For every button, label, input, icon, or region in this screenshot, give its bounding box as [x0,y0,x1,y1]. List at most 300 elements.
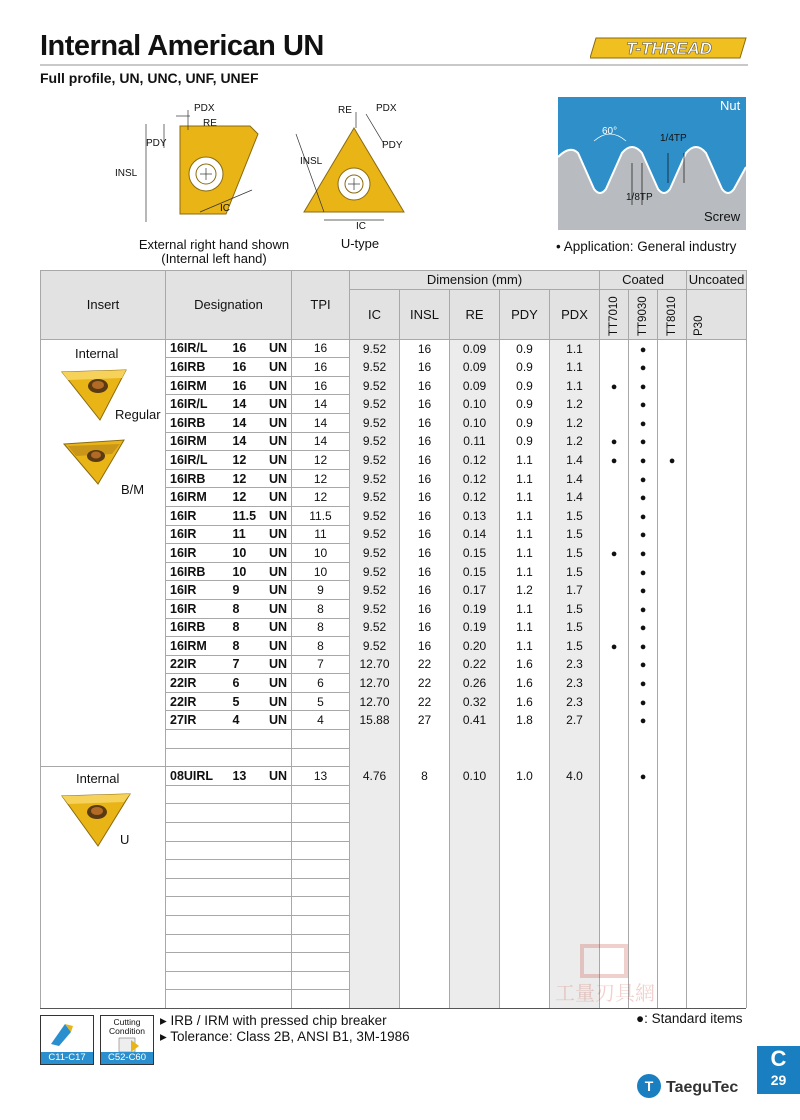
tpi-cell [292,990,350,1009]
u-label-pdx: PDX [376,103,397,114]
grade-cell [687,376,747,395]
designation-d2: 11.5 [232,508,257,523]
grade-cell [600,581,629,600]
note-tolerance: ▸ Tolerance: Class 2B, ANSI B1, 3M-1986 [160,1029,410,1044]
group1-bm-label: B/M [121,482,145,497]
grade-cell [600,562,629,581]
designation-d3: UN [268,397,287,412]
grade-cell [687,711,747,730]
grade-cell [687,413,747,432]
fig-label-insl: INSL [115,168,138,179]
standard-item-dot: ● [639,603,647,616]
insl-cell: 16 [400,339,450,358]
pdy-cell: 1.2 [500,581,550,600]
pdx-cell [550,897,600,916]
designation-d1: 16IRM [170,378,207,393]
pdy-cell [500,860,550,879]
tpi-cell: 16 [292,339,350,358]
insl-cell: 16 [400,432,450,451]
designation-d1: 16IR [170,583,197,598]
designation-d2: 12 [232,490,247,505]
ic-cell: 9.52 [350,451,400,470]
standard-item-dot: ● [639,678,647,691]
ic-cell [350,953,400,972]
header-ic: IC [350,289,400,339]
ic-cell: 9.52 [350,618,400,637]
ic-cell: 9.52 [350,358,400,377]
tpi-cell: 14 [292,432,350,451]
designation-d2: 6 [232,676,240,691]
grade-cell [658,525,687,544]
designation-d1: 16IRB [170,415,206,430]
grade-cell [658,339,687,358]
fig-label-pdx: PDX [194,103,215,114]
pdx-cell: 1.5 [550,618,600,637]
pdx-cell: 2.3 [550,692,600,711]
section-tab [757,1046,800,1094]
grade-cell [629,841,658,860]
grade-cell [629,823,658,842]
tpi-cell [292,953,350,972]
insl-cell: 16 [400,581,450,600]
grade-cell [687,990,747,1009]
grade-cell [687,618,747,637]
re-cell [450,971,500,990]
designation-d2: 16 [232,359,247,374]
header-tpi: TPI [292,271,350,340]
re-cell: 0.12 [450,451,500,470]
insl-cell: 16 [400,469,450,488]
grade-cell [687,469,747,488]
header-grade-p30 [687,289,747,339]
pdx-cell [550,916,600,935]
ic-cell [350,785,400,804]
pdy-cell [500,748,550,767]
designation-cell [166,618,292,637]
grade-cell [629,767,658,786]
grade-cell [629,897,658,916]
grade-cell [687,785,747,804]
ic-cell: 9.52 [350,469,400,488]
grade-cell [687,581,747,600]
designation-d1: 16IRB [170,359,206,374]
pdx-cell: 1.5 [550,599,600,618]
ic-cell: 9.52 [350,544,400,563]
grade-cell [629,432,658,451]
grade-cell [600,618,629,637]
pdy-cell: 1.1 [500,525,550,544]
insl-cell [400,953,450,972]
designation-d3: UN [268,694,287,709]
designation-d3: UN [268,527,287,542]
re-cell: 0.22 [450,655,500,674]
re-cell: 0.10 [450,413,500,432]
pdx-cell [550,841,600,860]
grade-cell [687,599,747,618]
designation-d2: 16 [232,341,247,356]
designation-cell [166,525,292,544]
re-cell [450,990,500,1009]
insl-cell: 27 [400,711,450,730]
ref-box-insert[interactable] [40,1015,94,1065]
designation-cell [166,860,292,879]
standard-item-dot: ● [610,454,618,467]
designation-cell [166,804,292,823]
tpi-cell [292,841,350,860]
re-cell: 0.10 [450,395,500,414]
designation-d2: 9 [232,583,240,598]
tpi-cell [292,916,350,935]
tpi-cell [292,730,350,749]
standard-item-dot: ● [639,715,647,728]
grade-cell [629,655,658,674]
table-row [41,767,747,786]
designation-cell [166,711,292,730]
grade-cell [687,358,747,377]
pdx-cell [550,878,600,897]
insl-cell [400,934,450,953]
insl-cell [400,823,450,842]
grade-cell [687,860,747,879]
grade-cell [687,897,747,916]
designation-cell [166,432,292,451]
tpi-cell: 8 [292,599,350,618]
tpi-cell [292,860,350,879]
grade-cell [658,860,687,879]
tpi-cell [292,785,350,804]
t-thread-logo [590,36,748,60]
designation-d1: 16IR [170,601,197,616]
grade-cell [629,711,658,730]
pdx-cell [550,823,600,842]
ic-cell [350,730,400,749]
designation-d3: UN [268,620,287,635]
tpi-cell: 13 [292,767,350,786]
standard-item-dot: ● [610,436,618,449]
grade-cell [600,413,629,432]
standard-item-dot: ● [610,640,618,653]
grade-cell [600,916,629,935]
grade-cell [600,525,629,544]
pdx-cell: 4.0 [550,767,600,786]
screw-label: Screw [704,209,741,224]
grade-cell [687,748,747,767]
grade-cell [629,692,658,711]
tpi-cell: 14 [292,413,350,432]
designation-d3: UN [268,378,287,393]
designation-d1: 16IRB [170,471,206,486]
ic-cell [350,860,400,879]
standard-item-dot: ● [639,659,647,672]
grade-cell [658,469,687,488]
designation-d1: 22IR [170,694,197,709]
pdx-cell: 1.1 [550,358,600,377]
designation-d2: 12 [232,471,247,486]
designation-d3: UN [268,713,287,728]
grade-cell [658,451,687,470]
grade-cell [687,339,747,358]
grade-cell [629,506,658,525]
designation-d2: 5 [232,694,240,709]
standard-item-dot: ● [639,640,647,653]
grade-cell [658,506,687,525]
grade-cell [600,358,629,377]
tpi-cell: 5 [292,692,350,711]
grade-cell [600,395,629,414]
grade-cell [600,655,629,674]
grade-cell [658,618,687,637]
re-cell [450,878,500,897]
tpi-cell: 8 [292,618,350,637]
pdy-cell: 1.1 [500,618,550,637]
insl-cell [400,841,450,860]
pdy-cell: 1.1 [500,506,550,525]
ic-cell [350,823,400,842]
grade-cell [658,823,687,842]
grade-cell [687,525,747,544]
grade-cell [600,506,629,525]
designation-d1: 16IRB [170,564,206,579]
page-title: Internal American UN [40,30,324,62]
designation-d3: UN [268,452,287,467]
insl-cell: 16 [400,618,450,637]
re-cell: 0.26 [450,674,500,693]
pdx-cell: 2.3 [550,655,600,674]
watermark-text: 工量刃具網 [555,981,655,1005]
ic-cell [350,990,400,1009]
grade-cell [658,637,687,656]
header-uncoated: Uncoated [687,271,747,290]
designation-cell [166,599,292,618]
tpi-cell: 4 [292,711,350,730]
grade-tt8010-label: TT8010 [666,295,679,336]
pdy-cell [500,878,550,897]
grade-cell [658,376,687,395]
grade-cell [658,488,687,507]
designation-cell [166,878,292,897]
designation-cell [166,488,292,507]
fig-label-re: RE [203,118,217,129]
designation-d3: UN [268,490,287,505]
grade-cell [600,767,629,786]
insl-cell [400,748,450,767]
grade-cell [600,860,629,879]
insl-cell: 16 [400,358,450,377]
bm-insert-icon [62,436,128,486]
grade-cell [600,488,629,507]
header-grade-tt8010 [658,289,687,339]
ic-cell: 12.70 [350,692,400,711]
grade-cell [658,748,687,767]
designation-d2: 14 [232,397,247,412]
grade-cell [687,953,747,972]
grade-cell [629,860,658,879]
grade-cell [629,544,658,563]
ic-cell [350,971,400,990]
standard-item-dot: ● [639,529,647,542]
insl-cell [400,785,450,804]
ic-cell: 15.88 [350,711,400,730]
grade-cell [629,376,658,395]
pdx-cell: 1.4 [550,488,600,507]
grade-cell [687,637,747,656]
designation-cell [166,730,292,749]
designation-d2: 4 [232,713,240,728]
pdy-cell: 0.9 [500,339,550,358]
pdx-cell [550,730,600,749]
pdy-cell: 1.1 [500,488,550,507]
designation-d1: 08UIRL [170,769,214,784]
insl-cell: 16 [400,599,450,618]
designation-cell [166,897,292,916]
insl-cell: 22 [400,655,450,674]
re-cell: 0.32 [450,692,500,711]
designation-d1: 22IR [170,657,197,672]
designation-d3: UN [268,545,287,560]
standard-item-dot: ● [639,585,647,598]
standard-item-dot: ● [639,566,647,579]
grade-cell [600,674,629,693]
insl-cell: 16 [400,637,450,656]
grade-cell [600,599,629,618]
ic-cell [350,804,400,823]
standard-item-dot: ● [639,492,647,505]
tpi-cell: 8 [292,637,350,656]
grade-cell [687,451,747,470]
grade-cell [629,451,658,470]
pdx-cell: 1.7 [550,581,600,600]
re-cell: 0.14 [450,525,500,544]
grade-cell [658,730,687,749]
pdx-cell [550,748,600,767]
header-grade-tt7010 [600,289,629,339]
designation-d3: UN [268,359,287,374]
group1-internal-label: Internal [75,346,119,361]
pdy-cell [500,823,550,842]
standard-items-legend: ●: Standard items [636,1011,743,1026]
insl-cell [400,730,450,749]
designation-cell [166,339,292,358]
standard-item-dot: ● [668,454,676,467]
re-cell: 0.41 [450,711,500,730]
designation-d3: UN [268,415,287,430]
grade-tt7010-label: TT7010 [608,295,621,336]
header-grade-tt9030 [629,289,658,339]
grade-cell [687,823,747,842]
grade-cell [658,692,687,711]
insl-cell [400,804,450,823]
designation-d2: 7 [232,657,240,672]
designation-cell [166,413,292,432]
tpi-cell [292,823,350,842]
designation-cell [166,748,292,767]
ic-cell: 9.52 [350,432,400,451]
designation-d3: UN [268,508,287,523]
ic-cell: 12.70 [350,674,400,693]
grade-cell [687,767,747,786]
grade-cell [658,785,687,804]
tpi-cell [292,934,350,953]
grade-cell [600,878,629,897]
designation-d1: 16IRM [170,490,207,505]
grade-cell [629,618,658,637]
designation-cell [166,562,292,581]
grade-cell [629,562,658,581]
re-cell: 0.20 [450,637,500,656]
designation-cell [166,506,292,525]
pdy-cell: 0.9 [500,432,550,451]
grade-cell [600,897,629,916]
footer-notes [160,1013,410,1045]
grade-cell [600,711,629,730]
pdy-cell: 1.8 [500,711,550,730]
pdx-cell: 1.4 [550,469,600,488]
grade-cell [629,525,658,544]
ref2-tag: C52-C60 [101,1052,153,1064]
thread-spec-table [40,270,747,1009]
re-cell [450,841,500,860]
standard-item-dot: ● [639,380,647,393]
re-cell: 0.09 [450,358,500,377]
grade-cell [687,562,747,581]
re-cell [450,916,500,935]
grade-cell [687,971,747,990]
u-label-ic: IC [356,221,366,232]
designation-d3: UN [268,657,287,672]
grade-cell [629,339,658,358]
designation-cell [166,916,292,935]
standard-item-dot: ● [639,510,647,523]
grade-cell [629,637,658,656]
grade-cell [600,432,629,451]
designation-d2: 8 [232,601,240,616]
pdy-cell [500,916,550,935]
designation-d2: 14 [232,415,247,430]
standard-item-dot: ● [639,547,647,560]
pdy-cell [500,897,550,916]
quarter-tp-label: 1/4TP [660,133,687,144]
grade-cell [687,488,747,507]
pdy-cell: 0.9 [500,395,550,414]
tpi-cell [292,971,350,990]
tpi-cell: 9 [292,581,350,600]
standard-item-dot: ● [639,473,647,486]
grade-cell [629,878,658,897]
tpi-cell: 7 [292,655,350,674]
grade-cell [629,358,658,377]
designation-cell [166,841,292,860]
ref-box-cutting-condition[interactable] [100,1015,154,1065]
fig-label-pdy: PDY [146,138,167,149]
grade-cell [600,804,629,823]
ic-cell: 9.52 [350,395,400,414]
grade-cell [629,395,658,414]
grade-cell [658,767,687,786]
re-cell [450,860,500,879]
grade-cell [687,395,747,414]
grade-cell [658,804,687,823]
grade-cell [658,655,687,674]
standard-item-dot: ● [639,622,647,635]
re-cell [450,748,500,767]
grade-cell [658,916,687,935]
grade-cell [658,432,687,451]
re-cell [450,953,500,972]
application-note: • Application: General industry [556,239,737,254]
grade-tt9030-label: TT9030 [637,295,650,336]
standard-item-dot: ● [610,380,618,393]
pdx-cell: 1.2 [550,432,600,451]
